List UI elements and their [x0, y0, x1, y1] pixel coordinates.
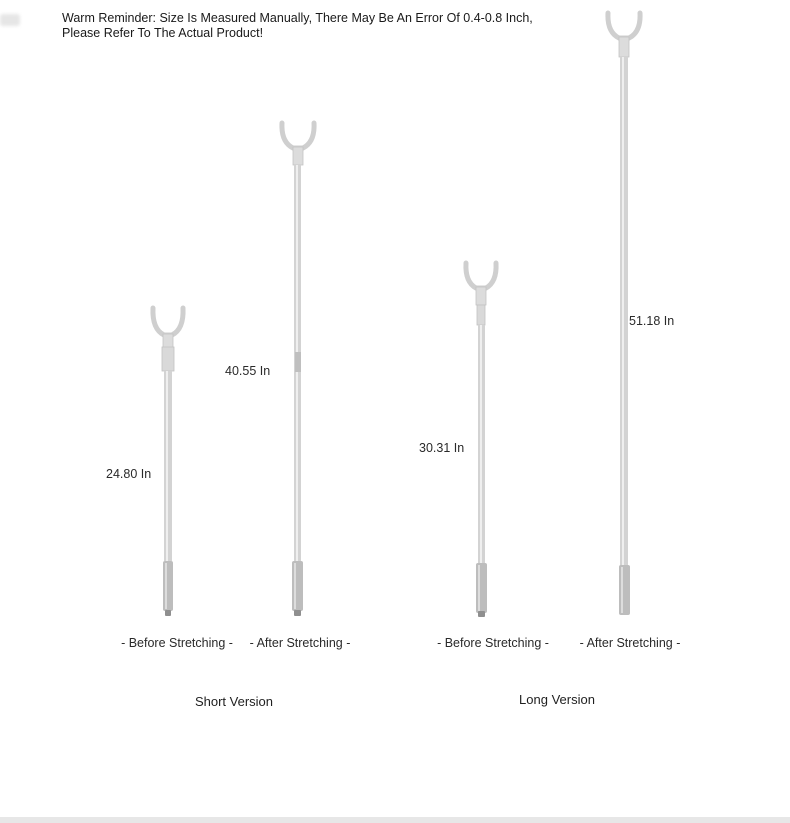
- short-before-length: 24.80 In: [106, 467, 152, 481]
- long-before-length: 30.31 In: [419, 441, 465, 455]
- long-version-title: Long Version: [519, 692, 595, 707]
- short-after-caption: - After Stretching -: [249, 636, 351, 650]
- short-before-pole-image: [148, 305, 188, 617]
- reminder-line-1: Warm Reminder: Size Is Measured Manually, There May Be An Error Of 0.4-0.8 Inch,: [62, 11, 533, 25]
- short-before-caption: - Before Stretching -: [121, 636, 233, 650]
- long-before-caption: - Before Stretching -: [437, 636, 549, 650]
- short-after-pole-image: [278, 120, 318, 617]
- long-after-caption: - After Stretching -: [579, 636, 681, 650]
- long-before-pole-image: [462, 260, 502, 617]
- pole-icon: [462, 260, 502, 617]
- short-version-title: Short Version: [194, 694, 274, 709]
- pole-icon: [278, 120, 318, 617]
- bottom-divider: [0, 817, 790, 823]
- pole-icon: [148, 305, 188, 617]
- short-after-length: 40.55 In: [225, 364, 271, 378]
- warm-reminder-note: [62, 11, 582, 41]
- reminder-line-2: Please Refer To The Actual Product!: [62, 26, 264, 40]
- long-after-length: 51.18 In: [629, 314, 675, 328]
- corner-smudge: [0, 14, 20, 26]
